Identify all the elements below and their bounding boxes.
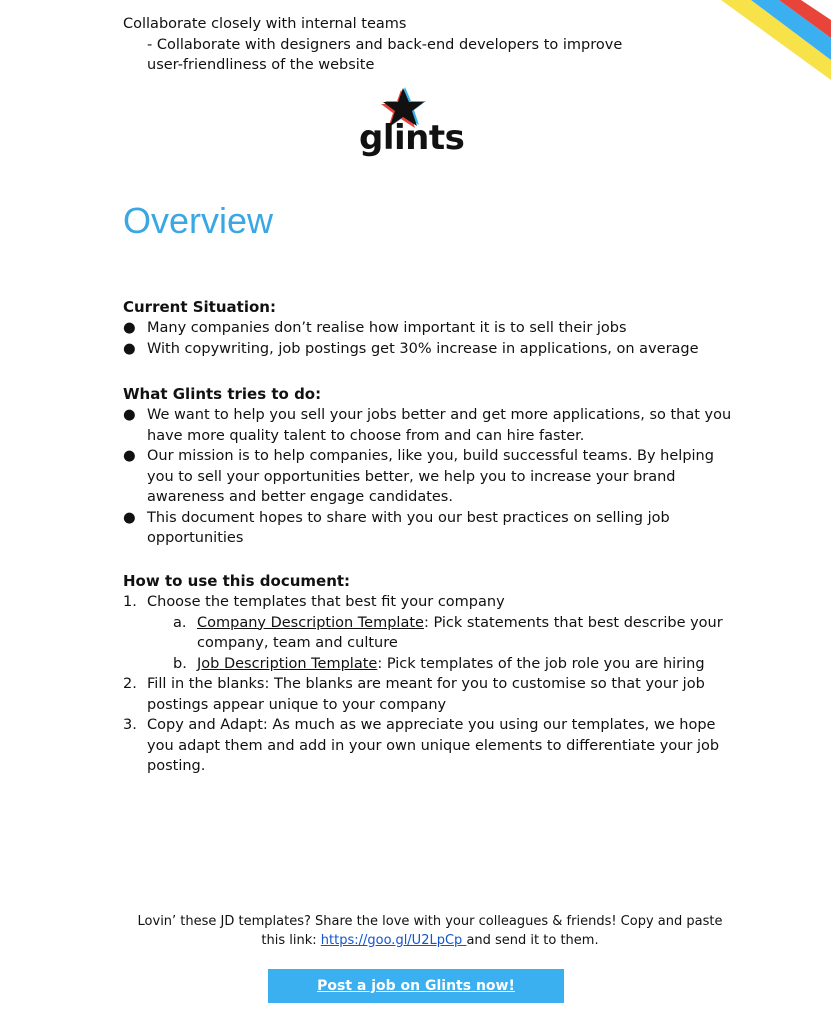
list-item: ● This document hopes to share with you our best practices on selling job opportunities <box>123 509 670 546</box>
section-title: Current Situation: <box>123 298 276 316</box>
intro-line-1: Collaborate closely with internal teams <box>123 16 407 32</box>
page-title: Overview <box>123 200 274 241</box>
section-title: What Glints tries to do: <box>123 385 322 403</box>
list-item: ● With copywriting, job postings get 30% increase in applications, on average <box>123 340 699 357</box>
list-item: ● Our mission is to help companies, like you, build successful teams. By helping you to sell your opportunities better, we help you to increase your brand awareness and better engage candidates. <box>123 448 714 505</box>
intro-block <box>123 0 763 76</box>
post-job-button[interactable]: Post a job on Glints now! <box>268 969 564 1003</box>
logo-wordmark: glints <box>359 118 465 158</box>
share-footer <box>100 913 760 950</box>
current-situation-section <box>123 297 743 359</box>
list-item: 3. Copy and Adapt: As much as we appreciate you using our templates, we hope you adapt them and add in your own unique elements to differentiate your job posting. <box>123 717 720 774</box>
list-item: ● Many companies don’t realise how important it is to sell their jobs <box>123 320 627 336</box>
intro-line-3: user-friendliness of the website <box>147 57 375 73</box>
glints-logo <box>355 86 465 166</box>
job-template-link[interactable]: Job Description Template <box>197 655 378 672</box>
share-link[interactable]: https://goo.gl/U2LpCp <box>320 932 467 948</box>
list-item: ● We want to help you sell your jobs better and get more applications, so that you have more quality talent to choose from and can hire faster. <box>123 407 732 444</box>
list-item: 1. Choose the templates that best fit your company <box>123 594 505 610</box>
footer-line-1: Lovin’ these JD templates? Share the love with your colleagues & friends! Copy and paste <box>137 914 723 929</box>
how-to-use-section <box>123 571 743 777</box>
footer-line-2: this link: https://goo.gl/U2LpCp and send it to them. <box>261 932 599 948</box>
intro-line-2: - Collaborate with designers and back-end developers to improve <box>147 36 623 53</box>
company-template-link[interactable]: Company Description Template <box>197 614 424 631</box>
list-subitem: b. Job Description Template: Pick templates of the job role you are hiring <box>173 655 705 672</box>
list-item: 2. Fill in the blanks: The blanks are meant for you to customise so that your job postings appear unique to your company <box>123 676 705 713</box>
section-title: How to use this document: <box>123 572 351 590</box>
what-glints-section <box>123 384 743 549</box>
list-subitem: a. Company Description Template: Pick statements that best describe your company, team and culture <box>173 614 723 651</box>
